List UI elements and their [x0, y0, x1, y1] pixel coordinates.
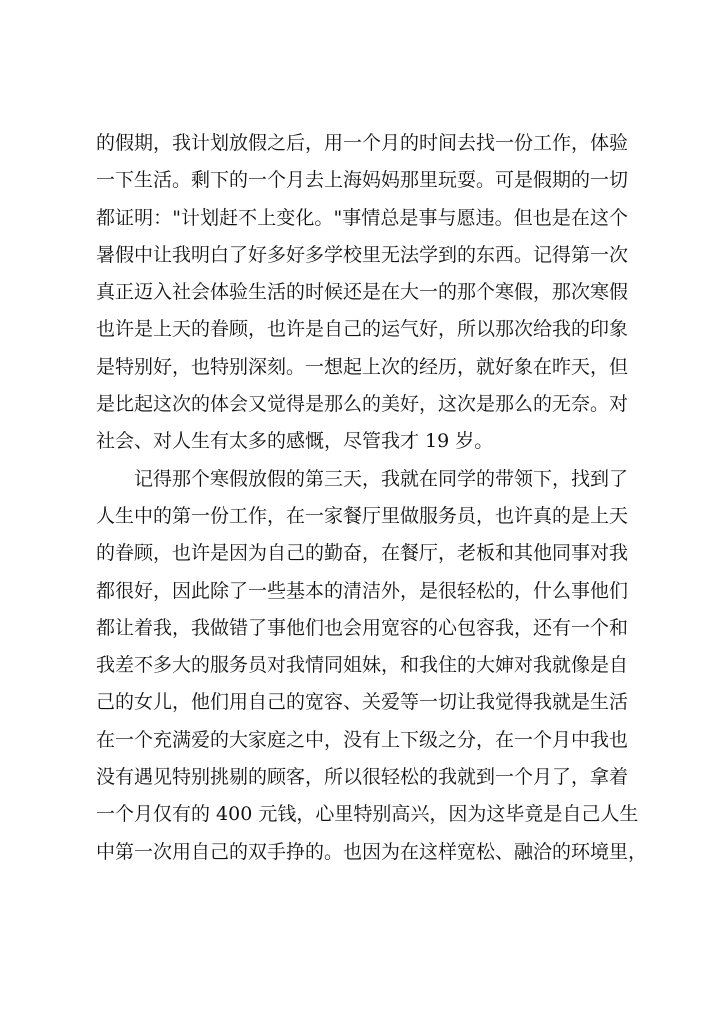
- text-line: 暑假中让我明白了好多好多学校里无法学到的东西。记得第一次: [96, 243, 629, 266]
- text-line: 己的女儿，他们用自己的宽容、关爱等一切让我觉得我就是生活: [96, 691, 629, 714]
- text-line: 也许是上天的眷顾，也许是自己的运气好，所以那次给我的印象: [96, 318, 629, 341]
- text-line: 人生中的第一份工作，在一家餐厅里做服务员，也许真的是上天: [96, 504, 629, 527]
- text-line: 是特别好，也特别深刻。一想起上次的经历，就好象在昨天，但: [96, 355, 629, 378]
- text-line: 社会、对人生有太多的感慨，尽管我才 19 岁。: [96, 430, 494, 453]
- text-line: 在一个充满爱的大家庭之中，没有上下级之分，在一个月中我也: [96, 728, 629, 751]
- text-line: 都很好，因此除了一些基本的清洁外，是很轻松的，什么事他们: [96, 579, 629, 602]
- text-line: 都让着我，我做错了事他们也会用宽容的心包容我，还有一个和: [96, 616, 629, 639]
- text-line: 我差不多大的服务员对我情同姐妹，和我住的大婶对我就像是自: [96, 654, 629, 677]
- text-line: 一下生活。剩下的一个月去上海妈妈那里玩耍。可是假期的一切: [96, 169, 629, 192]
- text-line: 中第一次用自己的双手挣的。也因为在这样宽松、融洽的环境里，: [96, 840, 648, 863]
- text-line: 记得那个寒假放假的第三天，我就在同学的带领下，找到了: [134, 467, 629, 490]
- text-line: 的眷顾，也许是因为自己的勤奋，在餐厅，老板和其他同事对我: [96, 542, 629, 565]
- text-line: 真正迈入社会体验生活的时候还是在大一的那个寒假，那次寒假: [96, 281, 629, 304]
- text-line: 没有遇见特别挑剔的顾客，所以很轻松的我就到一个月了，拿着: [96, 766, 629, 789]
- text-line: 的假期，我计划放假之后，用一个月的时间去找一份工作，体验: [96, 132, 629, 154]
- text-line: 一个月仅有的 400 元钱，心里特别高兴，因为这毕竟是自己人生: [96, 803, 639, 826]
- text-line: 是比起这次的体会又觉得是那么的美好，这次是那么的无奈。对: [96, 393, 629, 416]
- text-line: 都证明："计划赶不上变化。"事情总是事与愿违。但也是在这个: [96, 206, 628, 229]
- body-text: [96, 125, 648, 871]
